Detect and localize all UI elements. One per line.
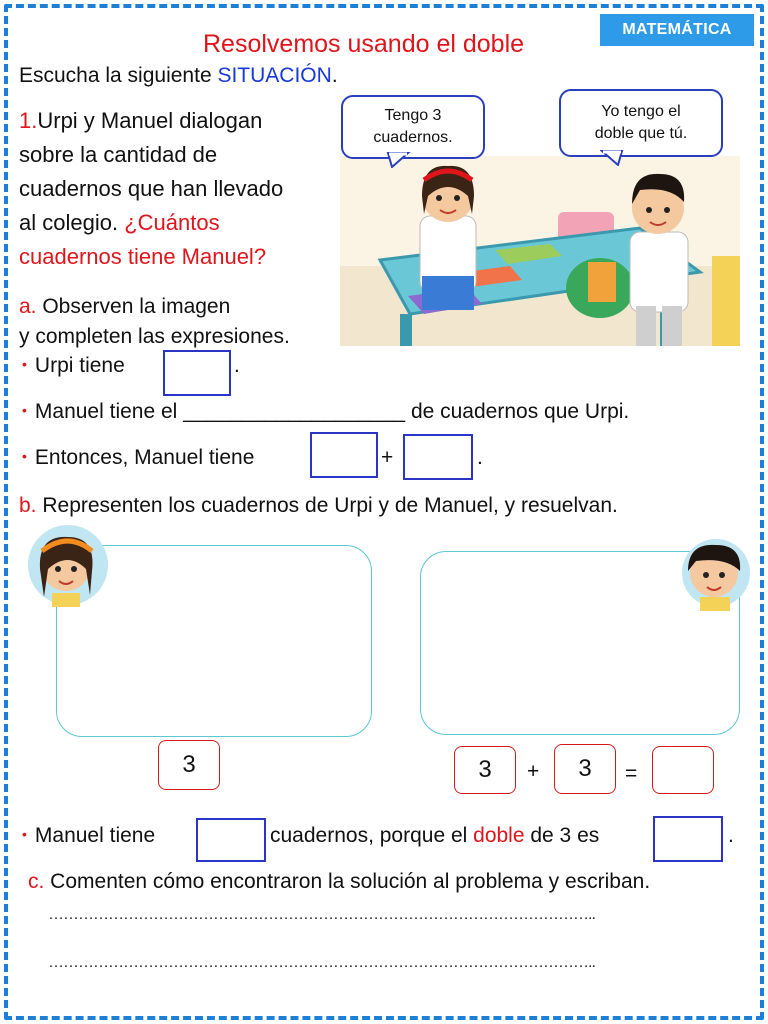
blank-line[interactable]: ___________________ <box>183 400 406 423</box>
bubble-text: doble que tú. <box>594 125 688 142</box>
item-text: de cuadernos que Urpi. <box>410 400 630 423</box>
part-c-instruction <box>28 870 650 894</box>
answer-line-2[interactable]: ……………………………………………………………………………………………….. <box>48 954 595 971</box>
addend-box-1[interactable] <box>310 432 378 478</box>
item-manuel-tiene-el <box>22 400 629 424</box>
chair <box>712 256 740 346</box>
instruction-text: Representen los cuadernos de Urpi y de Manuel, y resuelvan. <box>36 494 618 517</box>
conclusion-text: de 3 es <box>524 824 600 847</box>
part-b-letter: b. <box>19 494 37 517</box>
urpi-speech-bubble <box>341 95 485 159</box>
double-answer-box[interactable] <box>653 816 723 862</box>
manuel-speech-bubble <box>559 89 723 157</box>
subject-badge: MATEMÁTICA <box>600 14 754 46</box>
conclusion-highlight: doble <box>473 824 525 847</box>
item-end: . <box>728 824 734 847</box>
urpi-avatar <box>26 523 110 609</box>
item-urpi-tiene <box>22 354 125 378</box>
problem-question: ¿Cuántos <box>124 210 220 235</box>
urpi-figure <box>420 166 476 310</box>
problem-statement <box>19 104 337 274</box>
intro-highlight: SITUACIÓN <box>217 64 332 87</box>
sum-answer-box[interactable] <box>652 746 714 794</box>
urpi-value-box: 3 <box>158 740 220 790</box>
intro-prefix: Escucha la siguiente <box>19 64 218 87</box>
instruction-text: Comenten cómo encontraron la solución al problema y escriban. <box>44 870 651 893</box>
part-a-instruction <box>19 292 290 352</box>
item-end: . <box>477 446 483 469</box>
bubble-tail <box>600 150 626 166</box>
bubble-text: Tengo 3 <box>384 107 442 124</box>
bubble-text: cuadernos. <box>373 129 453 146</box>
conclusion-middle <box>270 824 599 848</box>
conclusion-text: Manuel tiene <box>34 824 156 847</box>
conclusion-text: cuadernos, porque el <box>270 824 474 847</box>
plus-sign: + <box>381 446 394 469</box>
problem-line: al colegio. <box>19 210 125 235</box>
answer-line-1[interactable]: ……………………………………………………………………………………………….. <box>48 906 595 923</box>
manuel-avatar <box>680 533 750 613</box>
manuel-addend-box-2: 3 <box>554 744 616 794</box>
bullet: • <box>22 402 27 418</box>
problem-question: cuadernos tiene Manuel? <box>19 244 267 269</box>
problem-line: cuadernos que han llevado <box>19 176 284 201</box>
bullet: • <box>22 826 27 842</box>
bullet: • <box>22 448 27 464</box>
classroom-illustration <box>340 156 740 346</box>
item-end: . <box>234 354 240 377</box>
bubble-text: Yo tengo el <box>601 103 681 120</box>
item-entonces <box>22 446 254 470</box>
manuel-addend-box-1: 3 <box>454 746 516 794</box>
page-title: Resolvemos usando el doble <box>203 30 525 58</box>
instruction-text: Observen la imagen <box>36 295 231 318</box>
part-c-letter: c. <box>28 870 45 893</box>
item-text: Entonces, Manuel tiene <box>34 446 255 469</box>
bubble-tail <box>386 152 412 168</box>
addend-box-2[interactable] <box>403 434 473 480</box>
problem-line: sobre la cantidad de <box>19 142 218 167</box>
manuel-total-box[interactable] <box>196 818 266 862</box>
item-text: Urpi tiene <box>34 354 125 377</box>
bullet: • <box>22 356 27 372</box>
part-b-instruction <box>19 494 618 518</box>
part-a-letter: a. <box>19 295 37 318</box>
problem-line: Urpi y Manuel dialogan <box>37 108 263 133</box>
urpi-answer-box[interactable] <box>163 350 231 396</box>
intro-suffix: . <box>331 64 338 87</box>
plus-sign: + <box>527 760 540 783</box>
equals-sign: = <box>625 762 638 785</box>
intro-line <box>19 64 338 88</box>
item-text: Manuel tiene el <box>34 400 178 423</box>
problem-number: 1. <box>19 108 38 133</box>
instruction-text: y completen las expresiones. <box>19 325 290 348</box>
conclusion-start <box>22 824 155 848</box>
